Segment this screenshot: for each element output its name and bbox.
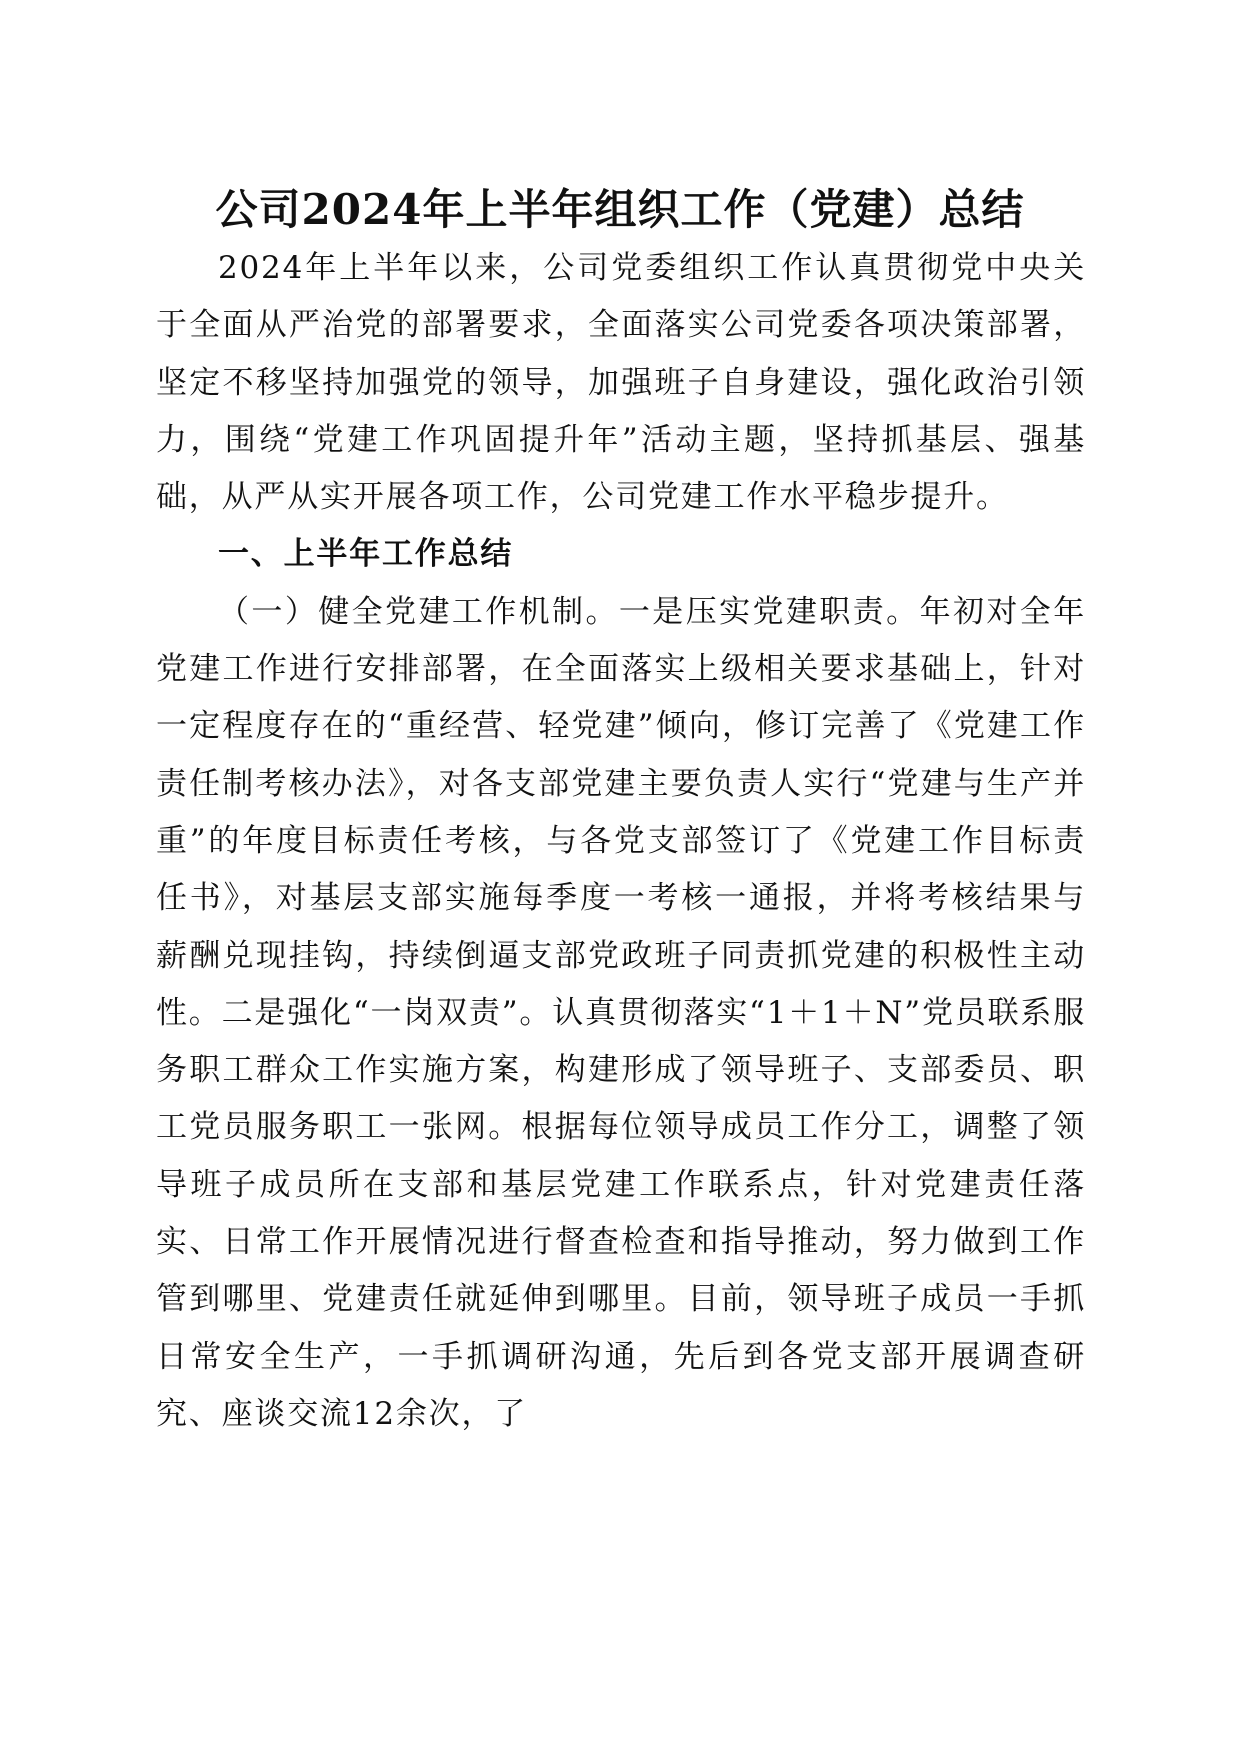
section-heading: 一、上半年工作总结	[218, 536, 514, 573]
document-body	[156, 240, 1086, 1443]
section-paragraph: （一）健全党建工作机制。一是压实党建职责。年初对全年党建工作进行安排部署，在全面落实上级相关要求基础上，针对一定程度存在的“重经营、轻党建”倾向，修订完善了《党建工作责任制考核办法》，对各支部党建主要负责人实行“党建与生产并重”的年度目标责任考核，与各党支部签订了《党建工作目标责任书》，对基层支部实施每季度一考核一通报，并将考核结果与薪酬兑现挂钩，持续倒逼支部党政班子同责抓党建的积极性主动性。二是强化“一岗双责”。认真贯彻落实“1＋1＋N”党员联系服务职工群众工作实施方案，构建形成了领导班子、支部委员、职工党员服务职工一张网。根据每位领导成员工作分工，调整了领导班子成员所在支部和基层党建工作联系点，针对党建责任落实、日常工作开展情况进行督查检查和指导推动，努力做到工作管到哪里、党建责任就延伸到哪里。目前，领导班子成员一手抓日常安全生产，一手抓调研沟通，先后到各党支部开展调查研究、座谈交流12余次，了	[156, 593, 1086, 1432]
document-title: 公司2024年上半年组织工作（党建）总结	[215, 185, 1025, 234]
intro-paragraph: 2024年上半年以来，公司党委组织工作认真贯彻党中央关于全面从严治党的部署要求，全面落实公司党委各项决策部署，坚定不移坚持加强党的领导，加强班子自身建设，强化政治引领力，围绕“党建工作巩固提升年”活动主题，坚持抓基层、强基础，从严从实开展各项工作，公司党建工作水平稳步提升。	[156, 250, 1086, 516]
